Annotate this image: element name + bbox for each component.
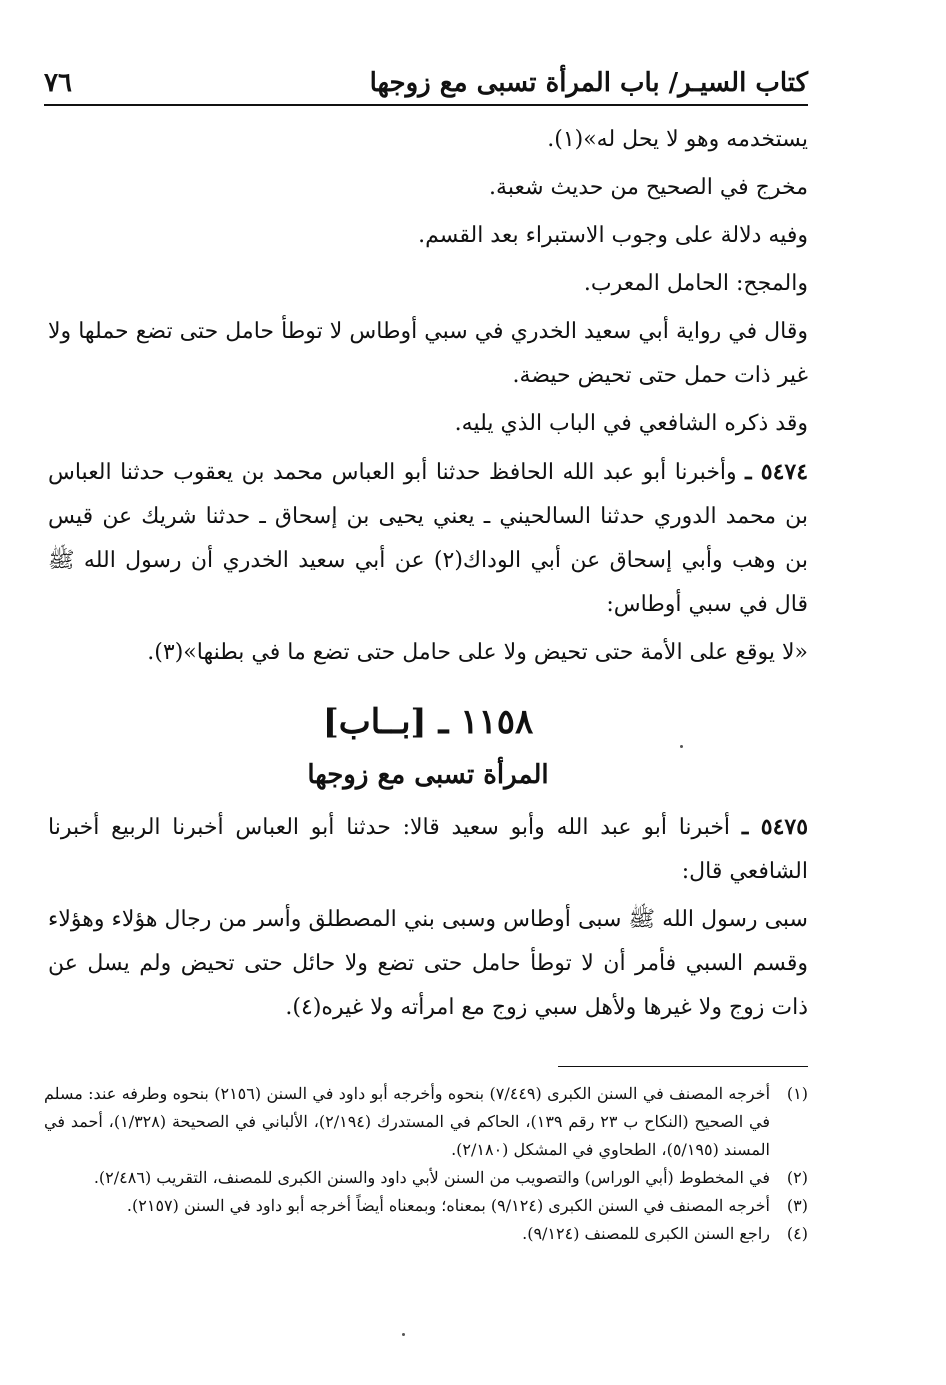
footnote: [44, 1164, 808, 1192]
footnote-number: (٣): [786, 1196, 808, 1215]
running-title: كتاب السيـر/ باب المرأة تسبى مع زوجها: [369, 68, 808, 98]
chapter-heading: ١١٥٨ ـ [بــاب]: [322, 702, 534, 742]
main-text: [48, 118, 808, 1034]
paragraph: وقال في رواية أبي سعيد الخدري في سبي أوطاس لا توطأ حامل حتى تضع حملها ولا غير ذات حمل حتى تحيض حيضة.: [48, 319, 808, 388]
footnote-text: في المخطوط (أبي الوراس) والتصويب من السنن لأبي داود والسنن الكبرى للمصنف، التقريب (٢/٤٨٦).: [93, 1168, 770, 1187]
scan-speck: [680, 745, 683, 748]
scan-speck: [402, 1333, 405, 1336]
footnote-number: (١): [786, 1084, 808, 1103]
hadith-text: أخبرنا أبو عبد الله وأبو سعيد قالا: حدثنا أبو العباس أخبرنا الربيع أخبرنا الشافعي قال:: [48, 815, 808, 884]
footnote: [44, 1080, 808, 1164]
footnote: [44, 1220, 808, 1248]
hadith-quote: «لا يوقع على الأمة حتى تحيض ولا على حامل حتى تضع ما في بطنها»(٣).: [147, 640, 808, 665]
hadith-5475: [48, 805, 808, 894]
paragraph: وقد ذكره الشافعي في الباب الذي يليه.: [454, 411, 808, 436]
paragraph: يستخدمه وهو لا يحل له»(١).: [547, 127, 808, 152]
footnote-number: (٢): [786, 1168, 808, 1187]
footnote-divider: [558, 1066, 808, 1067]
footnote-text: أخرجه المصنف في السنن الكبرى (٩/١٢٤) بمعناه؛ وبمعناه أيضاً أخرجه أبو داود في السنن (٢١٥٧).: [126, 1196, 770, 1215]
hadith-body: سبى رسول الله ﷺ سبى أوطاس وسبى بني المصطلق وأسر من رجال هؤلاء وهؤلاء وقسم السبي فأمر أن لا توطأ حامل حتى تضع ولا حائل حتى تحيض ولم يسل عن ذات زوج ولا غيرها ولأهل سبي زوج مع امرأته ولا غيره(٤).: [48, 907, 808, 1020]
footnote-number: (٤): [786, 1224, 808, 1243]
paragraph: مخرج في الصحيح من حديث شعبة.: [489, 175, 808, 200]
page-number: ٧٦: [44, 68, 72, 98]
footnote-text: أخرجه المصنف في السنن الكبرى (٧/٤٤٩) بنحوه وأخرجه أبو داود في السنن (٢١٥٦) بنحوه وطرفه عند: مسلم في الصحيح (النكاح ب ٢٣ رقم ١٣٩)، الحاكم في المستدرك (٢/١٩٤)، الألباني في الصحيحة (١/٣٢٨)، أحمد في المسند (٥/١٩٥)، الطحاوي في المشكل (٢/١٨٠).: [44, 1084, 771, 1159]
page-header: [44, 50, 808, 106]
footnote: [44, 1192, 808, 1220]
footnotes: [44, 1080, 808, 1248]
hadith-number: ٥٤٧٥ ـ: [741, 814, 809, 840]
footnote-text: راجع السنن الكبرى للمصنف (٩/١٢٤).: [522, 1224, 770, 1243]
hadith-text: وأخبرنا أبو عبد الله الحافظ حدثنا أبو العباس محمد بن يعقوب حدثنا العباس بن محمد الدوري حدثنا السالحيني ـ يعني يحيى بن إسحاق ـ حدثنا شريك عن قيس بن وهب وأبي إسحاق عن أبي الوداك(٢) عن أبي سعيد الخدري أن رسول الله ﷺ قال في سبي أوطاس:: [48, 460, 809, 617]
hadith-number: ٥٤٧٤ ـ: [745, 459, 809, 485]
paragraph: وفيه دلالة على وجوب الاستبراء بعد القسم.: [418, 223, 808, 248]
hadith-5474: [48, 450, 808, 627]
chapter-title: المرأة تسبى مع زوجها: [307, 760, 549, 790]
paragraph: والمجح: الحامل المعرب.: [583, 271, 808, 296]
